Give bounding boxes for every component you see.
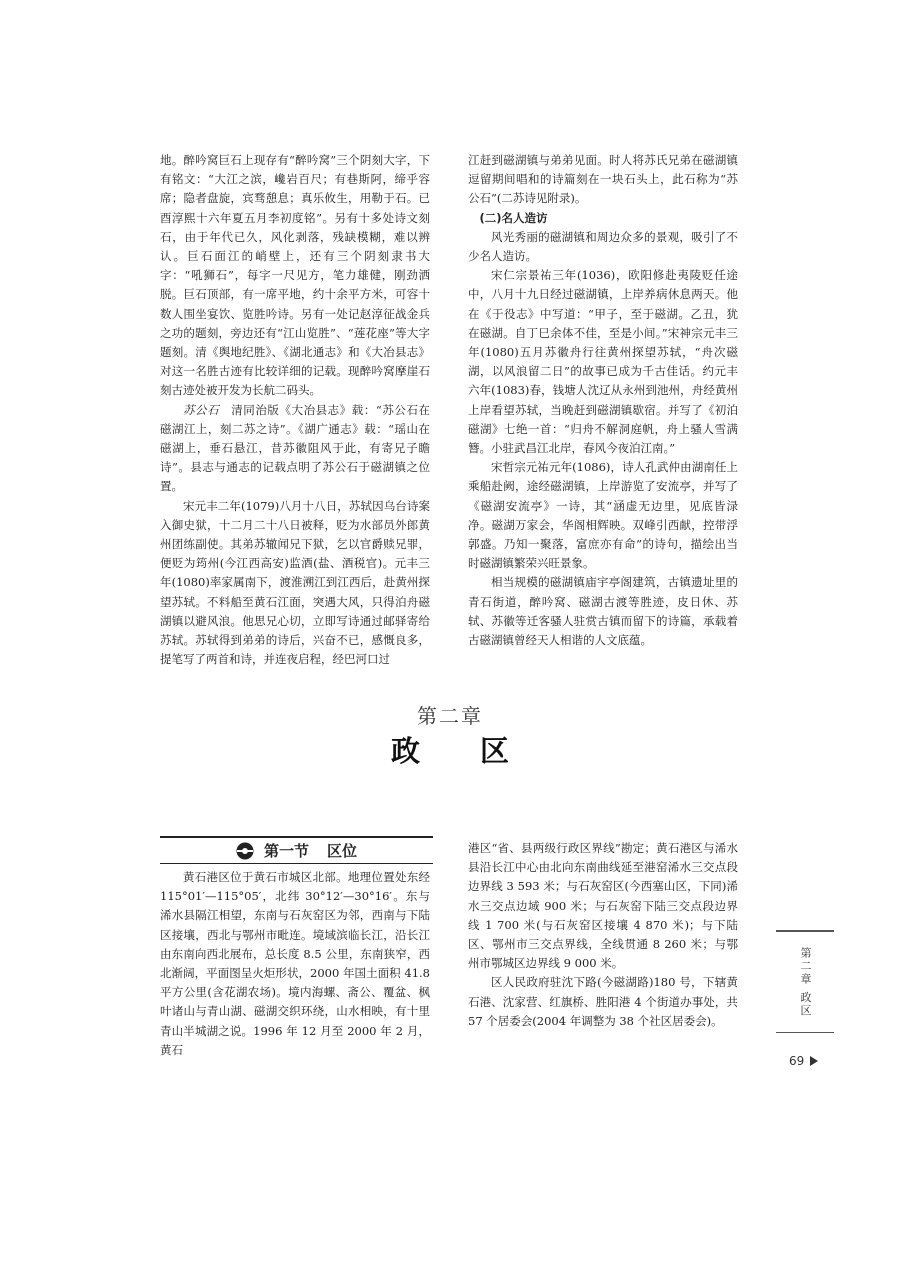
paragraph: 相当规模的磁湖镇庙宇亭阁建筑，古镇遗址里的青石街道，醉吟窝、磁湖古渡等胜迹，皮日休、苏轼、苏徽等迁客骚人驻赏古镇而留下的诗篇，承载着古磁湖镇曾经天人相谐的人文底蕴。: [468, 575, 738, 648]
text-column-top-left: [160, 151, 430, 669]
paragraph: 黄石港区位于黄石市城区北部。地理位置处东经 115°01′—115°05′，北纬 30°12′—30°16′。东与浠水县隔江相望，东南与石灰窑区为邻，西南与下陆区接壤，西北与鄂州市毗连。境域滨临长江，沿长江由东南向西北展布，总长度 8.5 公里，东南狭窄，西北渐阔，平面图呈火炬形状，2000 年国土面积 41.8 平方公里(含花湖农场)。境内海螺、斋公、覆盆、枫叶诸山与青山湖、磁湖交织环绕，山水相映，有十里青山半城湖之说。1996 年 12 月至 2000 年 2 月，黄石: [160, 870, 430, 1057]
paragraph: 宋元丰二年(1079)八月十八日，苏轼因乌台诗案入御史狱，十二月二十八日被释，贬为水部员外郎黄州团练副使。其弟苏辙闻兄下狱，乞以官爵赎兄罪，便贬为筠州(今江西高安)监酒(盐、酒税官)。元丰三年(1080)率家属南下，渡淮溯江到江西后，赴黄州探望苏轼。不料船至黄石江面，突遇大风，只得泊舟磁湖镇以避风浪。他思兄心切，立即写诗通过邮驿寄给苏轼。苏轼得到弟弟的诗后，兴奋不已，感慨良多，提笔写了两首和诗，并连夜启程，经巴河口过: [160, 498, 430, 667]
paragraph: 风光秀丽的磁湖镇和周边众多的景观，吸引了不少名人造访。: [468, 229, 738, 264]
page-number: [789, 1054, 818, 1068]
right-triangle-icon: [810, 1056, 818, 1066]
side-tab-label: 第二章 政区: [799, 946, 812, 1018]
chapter-side-tab: [776, 930, 834, 1033]
paragraph: 港区“省、县两级行政区界线”勘定；黄石港区与浠水县沿长江中心由北向东南曲线延至港窑浠水三交点段边界线 3 593 米；与石灰窑区(今西塞山区，下同)浠水三交点边域 900 米；与石灰窑下陆三交点段边界线 1 700 米(与石灰窑区接壤 4 870 米)；与下陆区、鄂州市三交点界线，全线贯通 8 260 米；与鄂州市鄂城区边界线 9 000 米。: [468, 841, 738, 971]
chapter-label: 第二章: [417, 704, 483, 728]
page-number-text: 69: [789, 1054, 805, 1068]
chapter-title: 政区: [390, 734, 569, 768]
paragraph: 地。醉吟窝巨石上现存有“醉吟窝”三个阴刻大字，下有铭文：“大江之滨，巉岩百尺；有巷斯阿，缔乎容席；隐者盘旋，宾骛憩息；真乐攸生，用勒于石。已酉淳熙十六年夏五月李初度铭”。另有十多处诗文刻石，由于年代已久，风化剥落，残缺模糊，难以辨认。巨石面江的峭壁上，还有三个阴刻隶书大字：“吼狮石”，每字一尺见方，笔力雄健，刚劲洒脱。巨石顶部，有一席平地，约十余平方米，可容十数人围坐宴饮、览胜吟诗。另有一处记赵淳征战金兵之功的题刻，旁边还有“江山览胜”、“莲花座”等大字题刻。清《舆地纪胜》、《湖北通志》和《大冶县志》对这一名胜古迹有比较详细的记载。现醉吟窝摩崖石刻古迹处被开发为长航二码头。: [160, 153, 430, 398]
paragraph-su-gong-shi: [160, 401, 430, 497]
paragraph: 宋仁宗景祐三年(1036)，欧阳修赴夷陵贬任途中，八月十九日经过磁湖镇，上岸养病休息两天。他在《于役志》中写道：“甲子，至于磁湖。乙丑，犹在磁湖。自丁巳余体不佳，至是小间。”宋神宗元丰三年(1080)五月苏徽舟行往黄州探望苏轼，“舟次磁湖，以风浪留二日”的故事已成为千古佳话。约元丰六年(1083)春，钱塘人沈辽从永州到池州，舟经黄州上岸看望苏轼，当晚赶到磁湖镇歇宿。并写了《初泊磁湖》七绝一首：“归舟不解洞庭帆，舟上骚人雪满簪。小驻武昌江北岸，春风今夜泊江南。”: [468, 268, 738, 456]
paragraph: 区人民政府驻沈下路(今磁湖路)180 号，下辖黄石港、沈家营、红旗桥、胜阳港 4 个街道办事处，共 57 个居委会(2004 年调整为 38 个社区居委会)。: [468, 975, 738, 1028]
subsection-heading: (二)名人造访: [479, 210, 548, 225]
section-name: 区位: [327, 842, 358, 860]
paragraph-text: 清同治版《大冶县志》载：“苏公石在磁湖江上，刻二苏之诗”。《湖广通志》载：“瑶山在磁湖上，垂石悬江，昔苏徽阻风于此，有寄兄子瞻诗”。县志与通志的记载点明了苏公石于磁湖镇之位置。: [160, 402, 430, 494]
section-emblem-icon: [236, 842, 254, 860]
text-column-bottom-right: [468, 839, 738, 1031]
paragraph: 宋哲宗元祐元年(1086)，诗人孔武仲由湖南任上乘船赴阙，途经磁湖镇，上岸游览了安流亭，并写了《磁湖安流亭》一诗，其“涵虚无边里，见底皆渌净。磁湖万家会，华阁相辉映。双峰引西献，控带浮郭盛。乃知一聚落，富庶亦有命”的诗句，描绘出当时磁湖镇繁荣兴旺景象。: [468, 460, 738, 571]
text-column-top-right: [468, 151, 738, 650]
term-label: 苏公石: [183, 402, 220, 417]
section-number: 第一节: [263, 842, 309, 860]
section-heading: [160, 836, 433, 864]
text-column-bottom-left: [160, 868, 430, 1060]
paragraph: 江赶到磁湖镇与弟弟见面。时人将苏氏兄弟在磁湖镇逗留期间唱和的诗篇刻在一块石头上，此石称为“苏公石”(二苏诗见附录)。: [468, 153, 738, 206]
